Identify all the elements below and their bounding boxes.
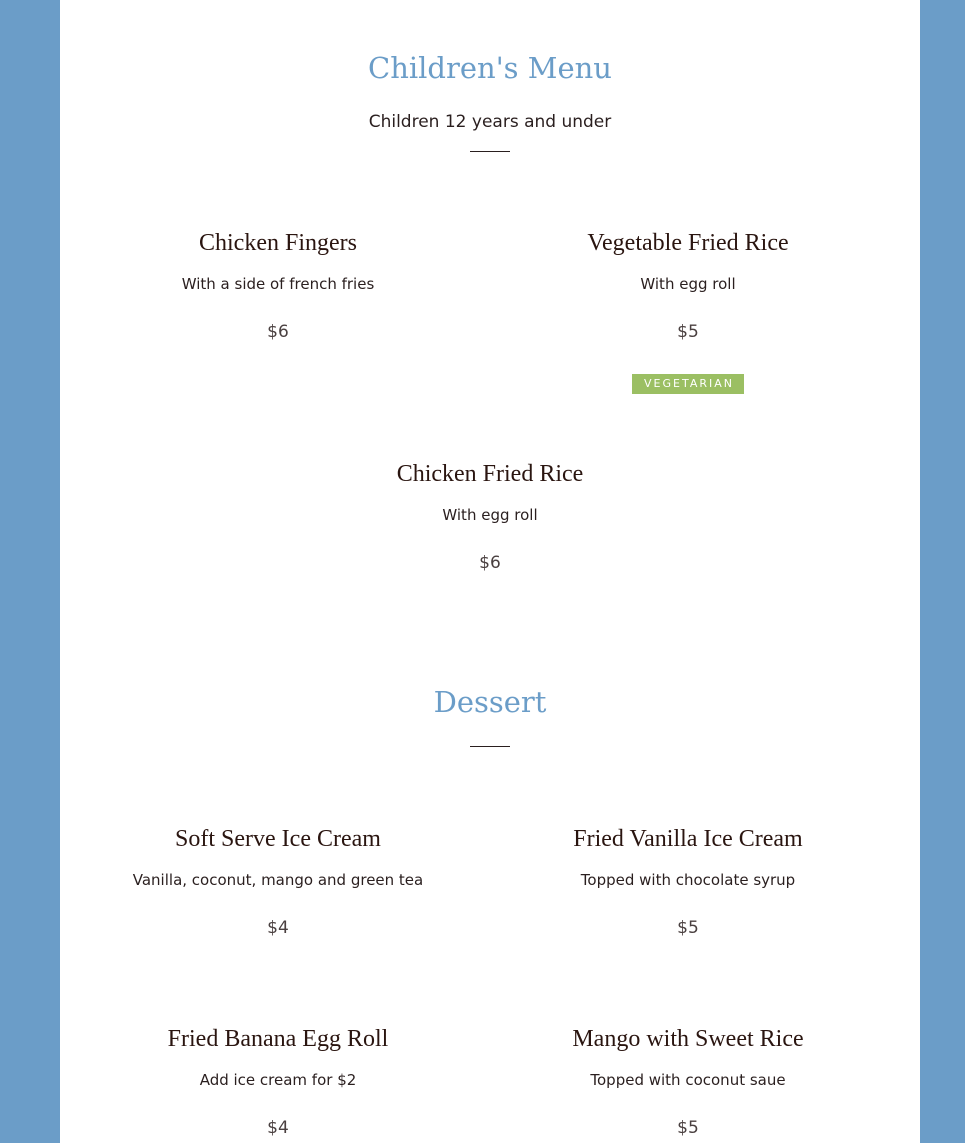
item-price: $6 xyxy=(267,322,289,342)
item-name: Fried Banana Egg Roll xyxy=(167,1026,389,1052)
item-name: Vegetable Fried Rice xyxy=(587,230,789,256)
item-name: Chicken Fried Rice xyxy=(396,461,584,487)
item-price: $4 xyxy=(267,918,289,938)
menu-panel xyxy=(60,0,920,1143)
item-description: With egg roll xyxy=(442,506,538,524)
section-divider xyxy=(470,151,510,152)
item-description: Vanilla, coconut, mango and green tea xyxy=(132,871,424,889)
item-description: Topped with chocolate syrup xyxy=(580,871,796,889)
item-description: Add ice cream for $2 xyxy=(199,1071,357,1089)
menu-item-fried-vanilla-ice-cream xyxy=(488,827,888,937)
menu-item-chicken-fried-rice xyxy=(290,462,690,572)
item-price: $5 xyxy=(677,918,699,938)
item-name: Fried Vanilla Ice Cream xyxy=(573,826,803,852)
menu-item-chicken-fingers xyxy=(78,231,478,341)
menu-item-fried-banana-egg-roll xyxy=(78,1027,478,1137)
section-title-childrens-menu: Children's Menu xyxy=(368,51,612,85)
vegetarian-badge: VEGETARIAN xyxy=(632,374,744,394)
item-description: Topped with coconut saue xyxy=(590,1071,786,1089)
menu-item-soft-serve-ice-cream xyxy=(78,827,478,937)
item-name: Mango with Sweet Rice xyxy=(572,1026,804,1052)
item-name: Soft Serve Ice Cream xyxy=(175,826,381,852)
item-price: $6 xyxy=(479,553,501,573)
item-price: $5 xyxy=(677,1118,699,1138)
item-description: With a side of french fries xyxy=(181,275,375,293)
item-price: $5 xyxy=(677,322,699,342)
item-price: $4 xyxy=(267,1118,289,1138)
menu-item-mango-with-sweet-rice xyxy=(488,1027,888,1137)
section-subtitle-childrens-menu: Children 12 years and under xyxy=(368,112,612,132)
item-name: Chicken Fingers xyxy=(199,230,357,256)
section-divider xyxy=(470,746,510,747)
item-description: With egg roll xyxy=(640,275,736,293)
menu-item-vegetable-fried-rice xyxy=(488,231,888,394)
section-title-dessert: Dessert xyxy=(433,685,547,719)
